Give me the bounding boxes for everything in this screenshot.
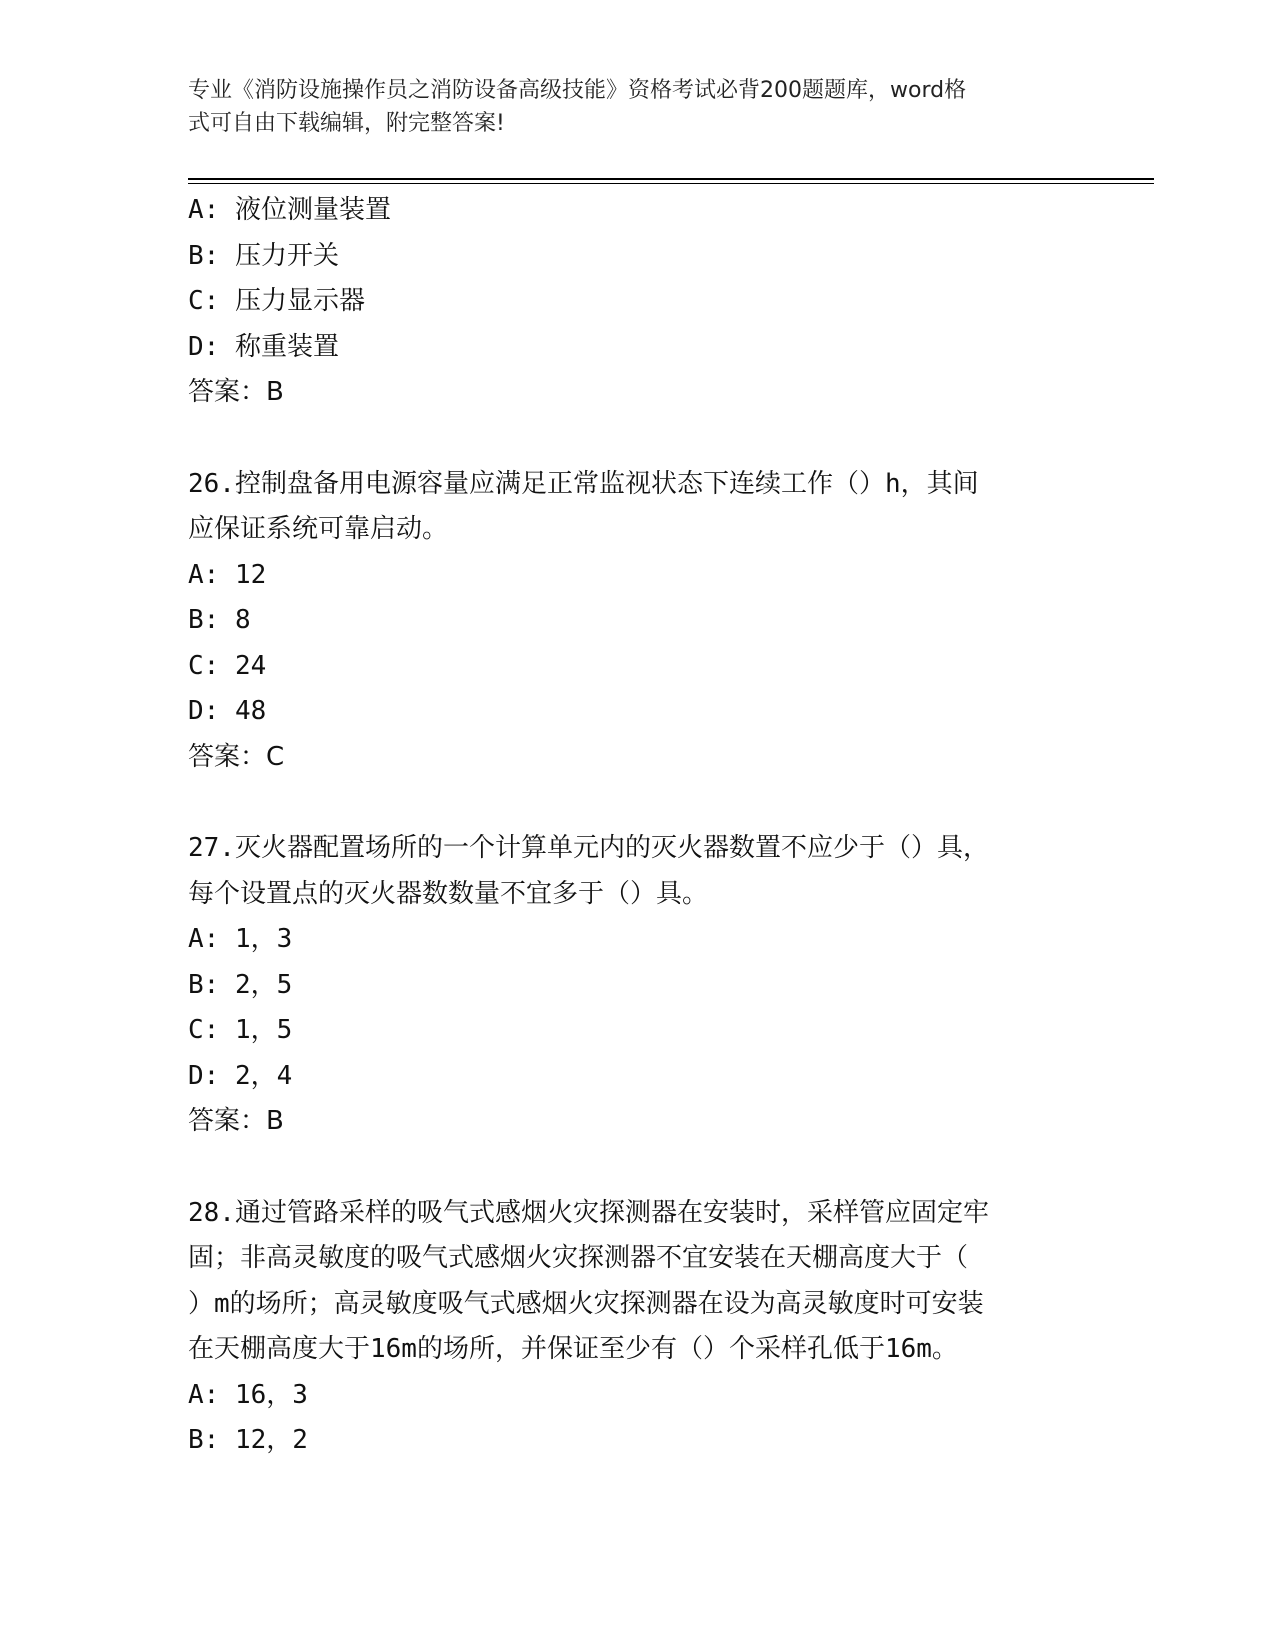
answer-line: 答案：B xyxy=(188,1106,284,1136)
answer-line: 答案：C xyxy=(188,741,285,772)
header-rule-thick xyxy=(188,178,1154,180)
question-28-block xyxy=(188,1191,1088,1464)
header-rule-thin xyxy=(188,183,1154,184)
option-b: B: 8 xyxy=(188,605,251,635)
question-list xyxy=(188,188,1088,1464)
spacer xyxy=(188,1145,1088,1191)
document-header xyxy=(188,74,1068,140)
question-text-line: 在天棚高度大于16m的场所，并保证至少有（）个采样孔低于16m。 xyxy=(188,1334,958,1364)
option-d: D: 2，4 xyxy=(188,1060,293,1091)
question-text-line: 26.控制盘备用电源容量应满足正常监视状态下连续工作（）h，其间 xyxy=(188,468,979,499)
question-27-block xyxy=(188,826,1088,1145)
question-text-line: 27.灭火器配置场所的一个计算单元内的灭火器数置不应少于（）具， xyxy=(188,833,989,863)
option-a: A: 16，3 xyxy=(188,1379,308,1410)
spacer xyxy=(188,416,1088,462)
option-a: A: 12 xyxy=(188,559,267,590)
question-text-line: ）m的场所；高灵敏度吸气式感烟火灾探测器在设为高灵敏度时可安装 xyxy=(188,1288,984,1319)
option-d: D: 48 xyxy=(188,696,267,726)
option-d: D: 称重装置 xyxy=(188,331,339,362)
answer-line: 答案：B xyxy=(188,377,284,407)
option-b: B: 压力开关 xyxy=(188,240,339,271)
question-text-line: 每个设置点的灭火器数数量不宜多于（）具。 xyxy=(188,878,709,909)
question-25-block xyxy=(188,188,1088,416)
spacer xyxy=(188,780,1088,826)
question-text-line: 固；非高灵敏度的吸气式感烟火灾探测器不宜安装在天棚高度大于（ xyxy=(188,1243,969,1273)
header-line-2: 式可自由下载编辑，附完整答案! xyxy=(188,111,505,136)
option-c: C: 24 xyxy=(188,650,267,681)
option-a: A: 1，3 xyxy=(188,924,293,954)
header-line-1: 专业《消防设施操作员之消防设备高级技能》资格考试必背200题题库，word格 xyxy=(188,78,967,103)
option-b: B: 2，5 xyxy=(188,969,293,1000)
question-text-line: 28.通过管路采样的吸气式感烟火灾探测器在安装时，采样管应固定牢 xyxy=(188,1197,989,1228)
option-a: A: 液位测量装置 xyxy=(188,195,391,225)
option-c: C: 1，5 xyxy=(188,1015,293,1045)
question-text-line: 应保证系统可靠启动。 xyxy=(188,514,449,544)
option-c: C: 压力显示器 xyxy=(188,286,365,316)
question-26-block xyxy=(188,462,1088,781)
option-b: B: 12，2 xyxy=(188,1425,308,1455)
